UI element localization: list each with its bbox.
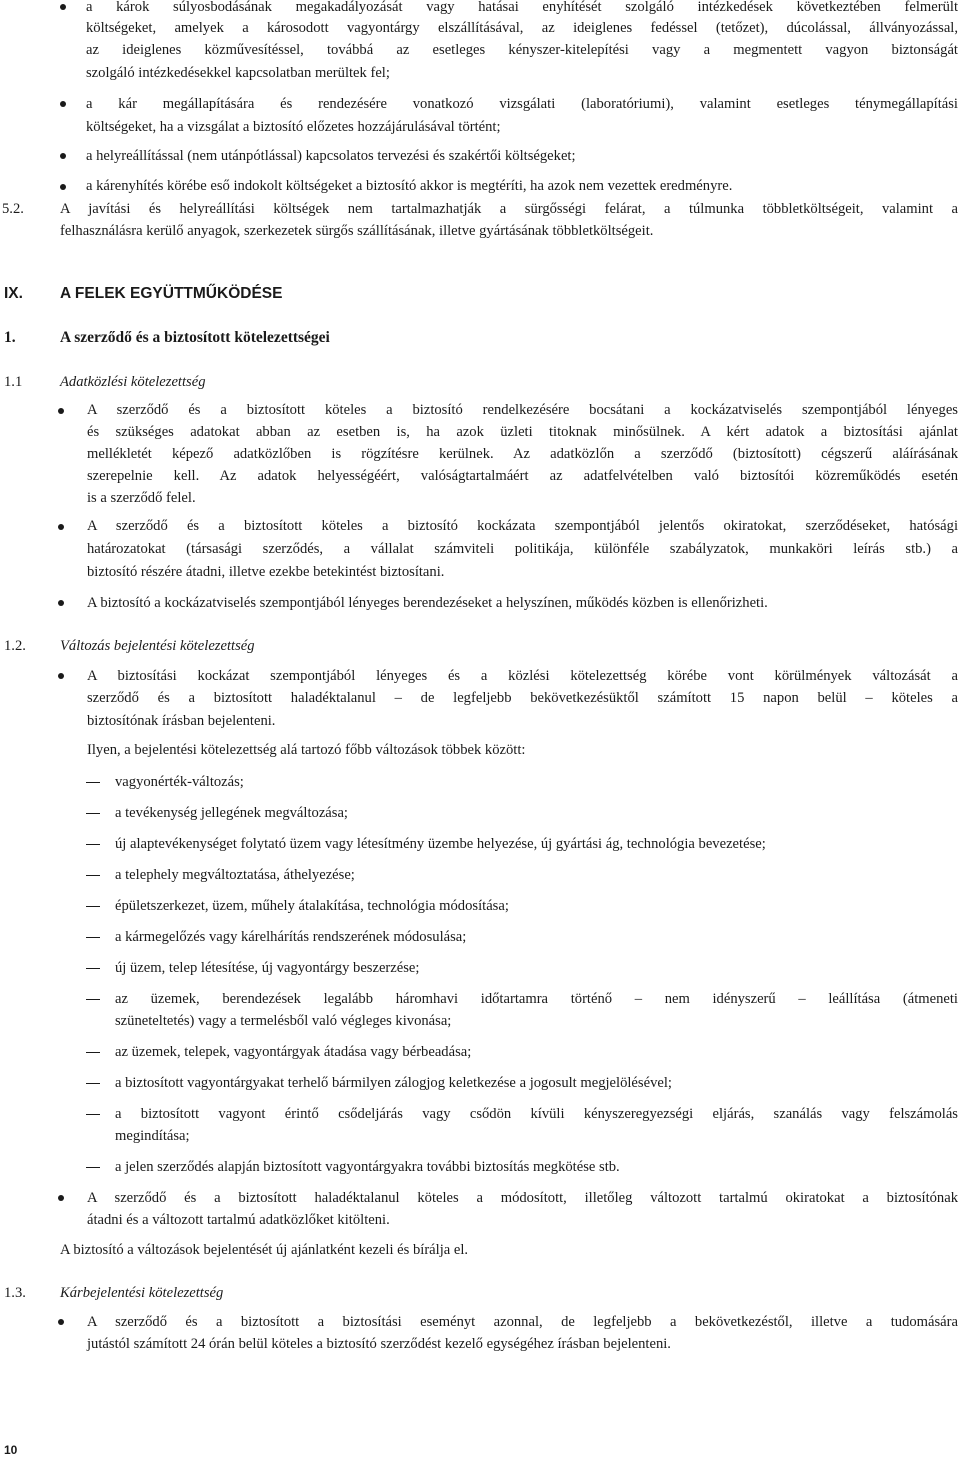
bullet-marker <box>58 1195 64 1201</box>
text-line: A szerződő és a biztosított a biztosítási eseményt azonnal, de legfeljebb a bekövetkezéstől, illetve a tudomására <box>87 1314 958 1330</box>
bullet-marker <box>58 600 64 606</box>
text-line: szerepelnie kell. Az adatok helyességéért, valóságtartalmáért az adatfelvételben való biztosítói közreműködés esetén <box>87 468 958 484</box>
subsection-number: 1.1 <box>4 374 23 390</box>
text-line: a kármegelőzés vagy kárelhárítás rendszerének módosulása; <box>115 929 467 945</box>
text-line: a biztosított vagyontárgyakat terhelő bármilyen zálogjog keletkezése a jogosult megjelölésével; <box>115 1075 672 1091</box>
text-line: határozatokat (társasági szerződés, a vállalat számviteli politikája, különféle szabályzatok, munkaköri leírás stb.) a <box>87 541 958 557</box>
bullet-marker <box>60 101 66 107</box>
text-line: új alaptevékenységet folytató üzem vagy létesítmény üzembe helyezése, új gyártási ág, technológia bevezetése; <box>115 836 766 852</box>
dash-marker <box>86 813 100 814</box>
text-line: és szükséges adatokat abban az esetben is, ha azok üzleti titoknak minősülnek. A kért adatok a biztosítási ajánlat <box>87 424 958 440</box>
text-line: A biztosító a kockázatviselés szempontjából lényeges berendezéseket a helyszínen, működés közben is ellenőrizheti. <box>87 595 768 611</box>
text-line: biztosítónak írásban bejelenteni. <box>87 713 276 729</box>
text-line: a tevékenység jellegének megváltozása; <box>115 805 348 821</box>
text-line: új üzem, telep létesítése, új vagyontárgy beszerzése; <box>115 960 420 976</box>
dash-marker <box>86 1114 100 1115</box>
text-line: a biztosított vagyont érintő csődeljárás vagy csődön kívüli kényszeregyezségi eljárás, szanálás vagy felszámolás <box>115 1106 958 1122</box>
text-line: felhasználásra kerülő anyagok, szerkezetek sürgős szállításának, illetve gyártásának többletköltségeit. <box>60 223 654 239</box>
text-line: az üzemek, berendezések legalább háromhavi időtartamra történő – nem idényszerű – leállítása (átmeneti <box>115 991 958 1007</box>
closing-line: A biztosító a változások bejelentését új ajánlatként kezeli és bírálja el. <box>60 1242 469 1258</box>
text-line: az üzemek, telepek, vagyontárgyak átadása vagy bérbeadása; <box>115 1044 472 1060</box>
dash-marker <box>86 937 100 938</box>
bullet-marker <box>60 153 66 159</box>
bullet-marker <box>58 524 64 530</box>
bullet-marker <box>60 4 66 10</box>
text-line: a kárenyhítés körébe eső indokolt költségeket a biztosító akkor is megtéríti, ha azok nem vezettek eredményre. <box>86 178 733 194</box>
text-line: is a szerződő felel. <box>87 490 196 506</box>
dash-marker <box>86 875 100 876</box>
text-line: biztosító részére átadni, illetve ezekbe betekintést biztosítani. <box>87 564 445 580</box>
dash-marker <box>86 999 100 1000</box>
text-line: A biztosítási kockázat szempontjából lényeges és a közlési kötelezettség körébe vont körülmények változását a <box>87 668 958 684</box>
text-line: A szerződő és a biztosított haladéktalanul köteles a módosított, illetőleg változott tartalmú okiratokat a biztosítónak <box>87 1190 958 1206</box>
text-line: A szerződő és a biztosított köteles a biztosító kockázata szempontjából jelentős okiratokat, szerződéseket, hatósági <box>87 518 958 534</box>
text-line: az ideiglenes közművesítéssel, továbbá az esetleges kényszer-kitelepítési vagy a megmentett vagyon biztonságát <box>86 42 958 58</box>
text-line: szolgáló intézkedésekkel kapcsolatban merültek fel; <box>86 65 390 81</box>
text-line: a helyreállítással (nem utánpótlással) kapcsolatos tervezési és szakértői költségeket; <box>86 148 576 164</box>
intro-line: Ilyen, a bejelentési kötelezettség alá tartozó főbb változások többek között: <box>87 742 526 758</box>
dash-marker <box>86 968 100 969</box>
text-line: átadni és a változott tartalmú adatközlőket kitölteni. <box>87 1212 390 1228</box>
text-line: költségeket, amelyek a károsodott vagyontárgy elszállításával, az ideiglenes fedéssel (tetőzet), dúcolással, állványozással, <box>86 20 958 36</box>
dash-marker <box>86 1083 100 1084</box>
text-line: vagyonérték-változás; <box>115 774 244 790</box>
dash-marker <box>86 782 100 783</box>
text-line: A szerződő és a biztosított köteles a biztosító rendelkezésére bocsátani a kockázatviselés szempontjából lényeges <box>87 402 958 418</box>
section-title: A szerződő és a biztosított kötelezettségei <box>60 329 330 346</box>
text-line: jutástól számított 24 órán belül köteles a biztosító szerződést kezelő egységéhez írásban bejelenteni. <box>87 1336 671 1352</box>
subsection-title: Változás bejelentési kötelezettség <box>60 638 255 654</box>
chapter-title: A FELEK EGYÜTTMŰKÖDÉSE <box>60 285 283 302</box>
text-line: megindítása; <box>115 1128 190 1144</box>
dash-marker <box>86 1167 100 1168</box>
subsection-number: 1.2. <box>4 638 26 654</box>
chapter-number: IX. <box>4 285 23 302</box>
text-line: szerződő és a biztosított haladéktalanul – de legfeljebb bekövetkezésüktől számított 15 napon belül – köteles a <box>87 690 958 706</box>
text-line: a károk súlyosbodásának megakadályozását vagy hatásai enyhítését szolgáló intézkedések következtében felmerült <box>86 0 958 15</box>
dash-marker <box>86 906 100 907</box>
bullet-marker <box>58 408 64 414</box>
section-number: 5.2. <box>2 201 24 217</box>
bullet-marker <box>58 673 64 679</box>
text-line: a jelen szerződés alapján biztosított vagyontárgyakra további biztosítás megkötése stb. <box>115 1159 620 1175</box>
subsection-title: Adatközlési kötelezettség <box>60 374 206 390</box>
text-line: a telephely megváltoztatása, áthelyezése; <box>115 867 355 883</box>
text-line: mellékletét képező adatközlőben is rögzítésre kerülnek. Az adatközlőn a szerződő (biztosított) cégszerű aláírásának <box>87 446 958 462</box>
text-line: szüneteltetés) vagy a termelésből való végleges kivonása; <box>115 1013 452 1029</box>
page-number: 10 <box>4 1443 18 1457</box>
section-number: 1. <box>4 329 16 346</box>
subsection-number: 1.3. <box>4 1285 26 1301</box>
text-line: A javítási és helyreállítási költségek nem tartalmazhatják a sürgősségi felárat, a túlmunka többletköltségeit, valamint a <box>60 201 958 217</box>
bullet-marker <box>60 184 66 190</box>
dash-marker <box>86 844 100 845</box>
text-line: költségeket, ha a vizsgálat a biztosító előzetes hozzájárulásával történt; <box>86 119 501 135</box>
subsection-title: Kárbejelentési kötelezettség <box>60 1285 224 1301</box>
bullet-marker <box>58 1319 64 1325</box>
dash-marker <box>86 1052 100 1053</box>
text-line: a kár megállapítására és rendezésére vonatkozó vizsgálati (laboratóriumi), valamint esetleges ténymegállapítási <box>86 96 958 112</box>
text-line: épületszerkezet, üzem, műhely átalakítása, technológia módosítása; <box>115 898 509 914</box>
